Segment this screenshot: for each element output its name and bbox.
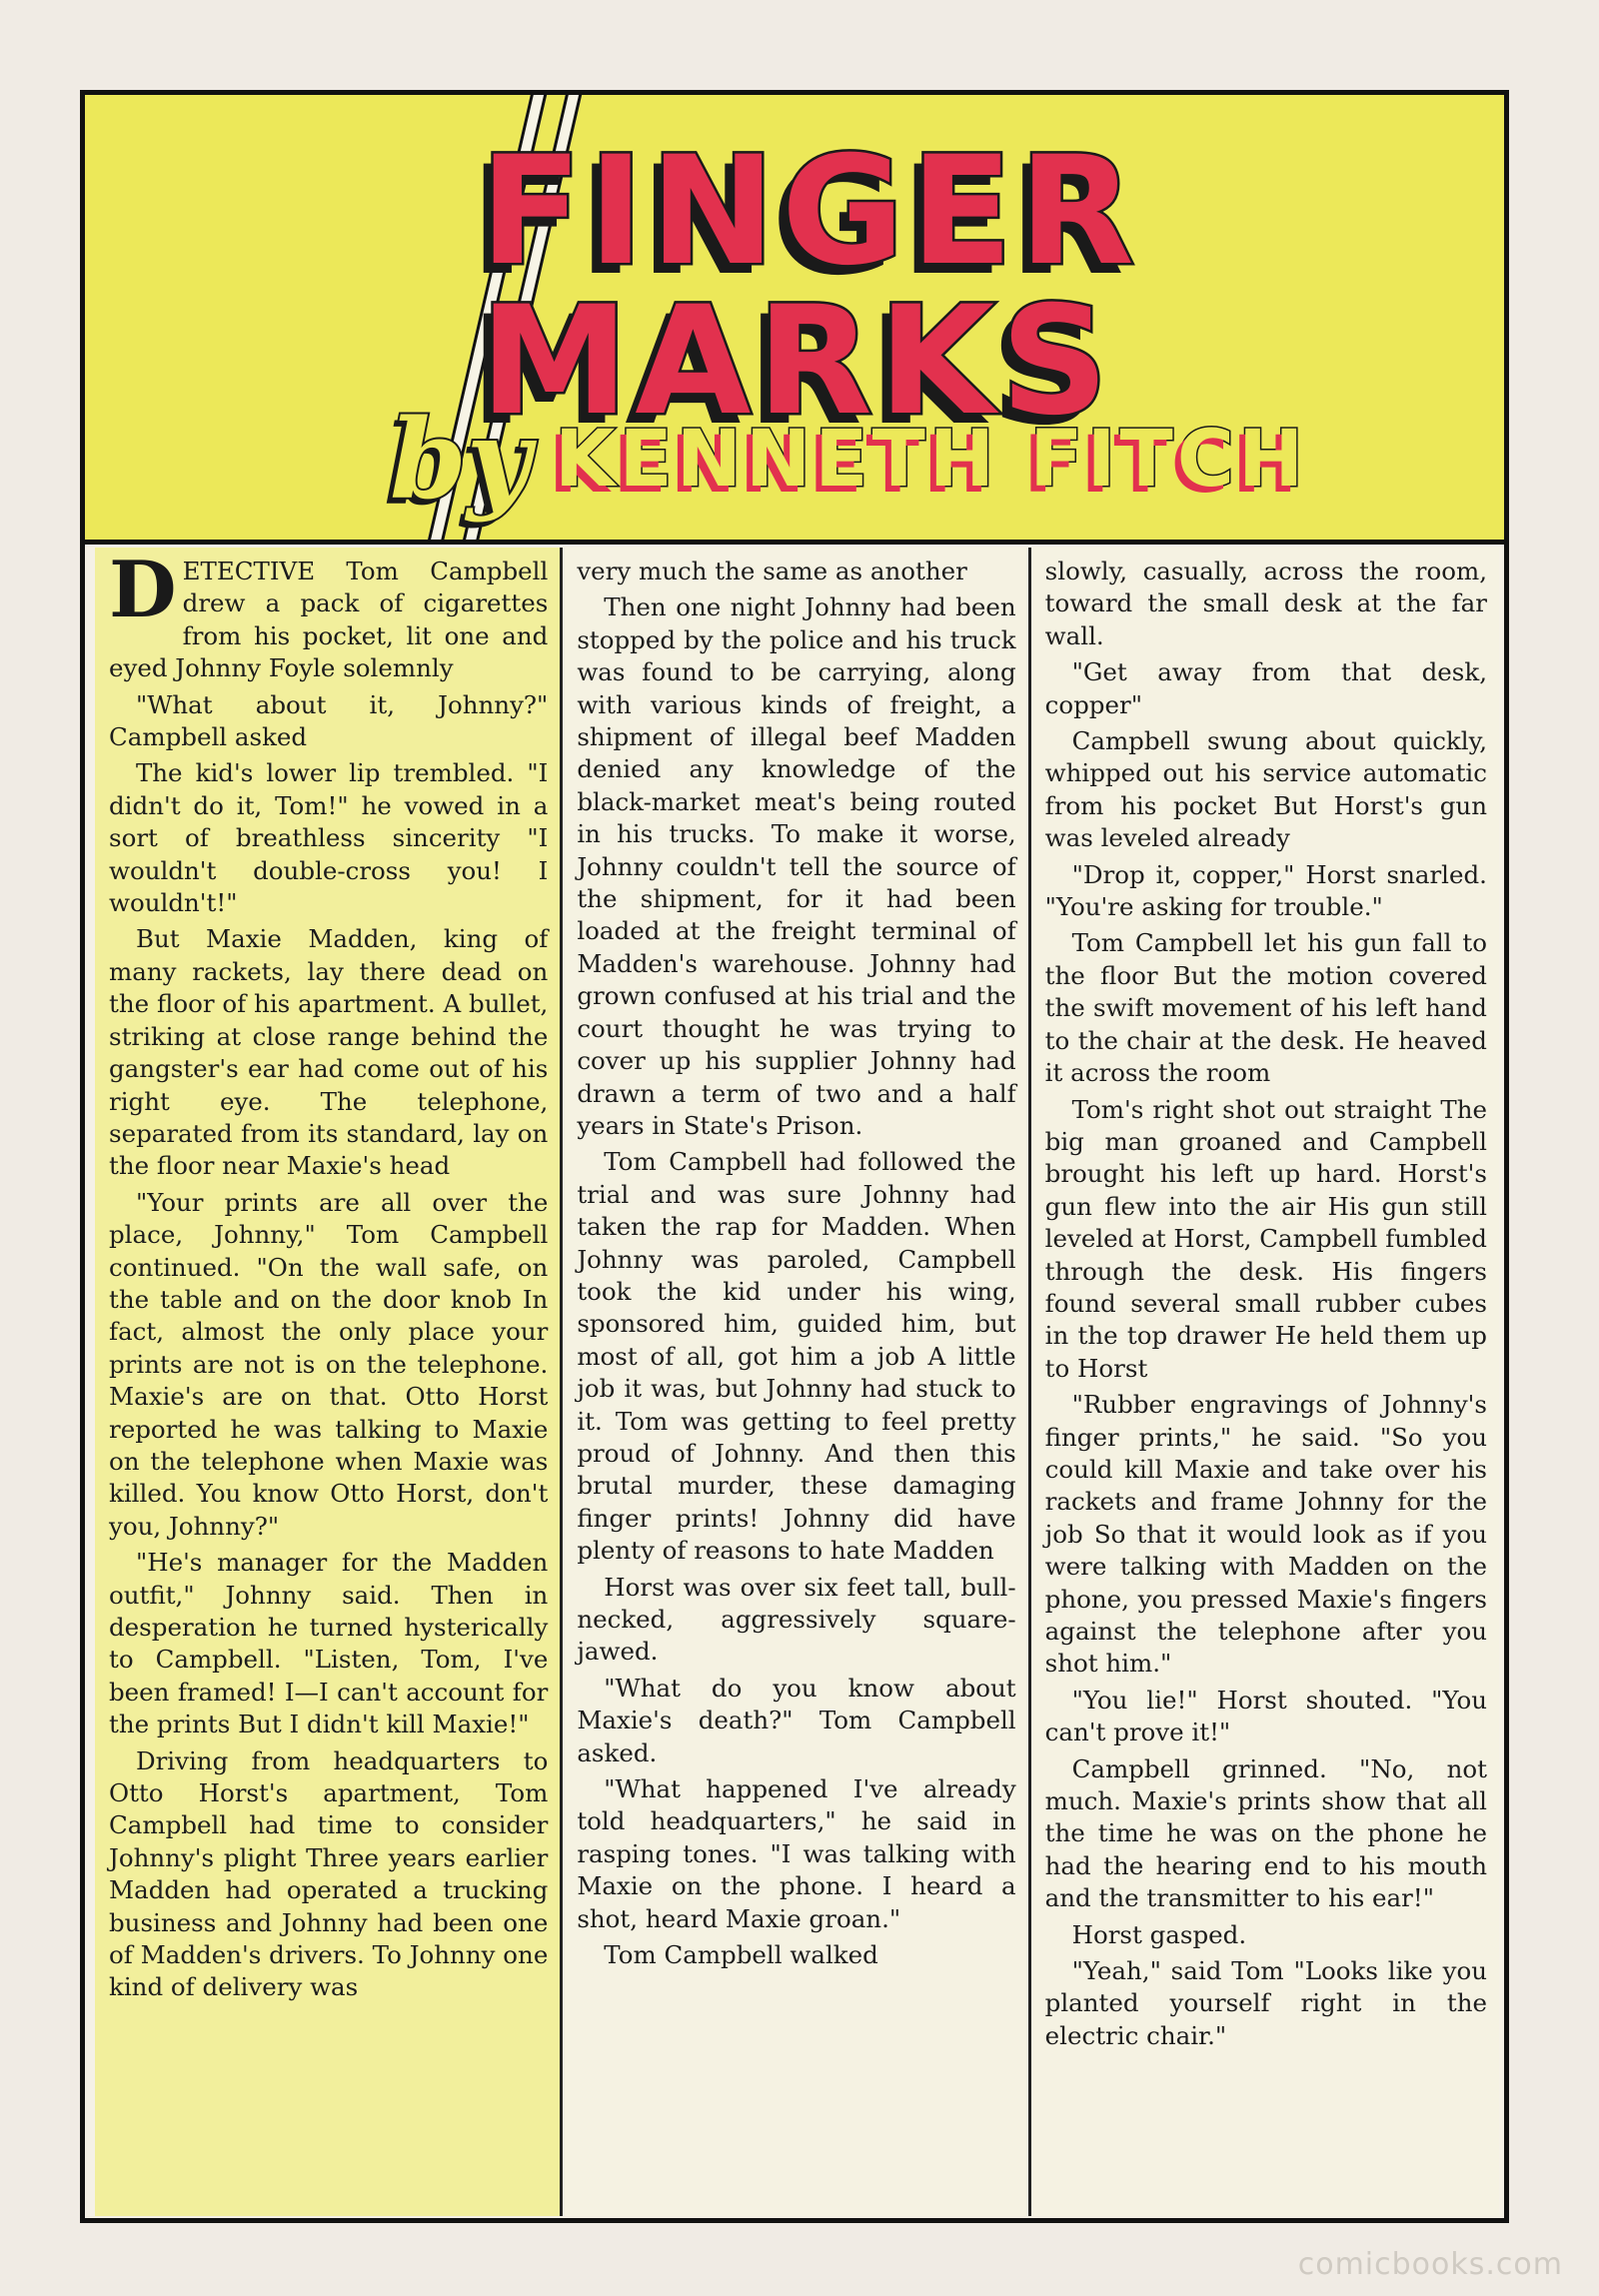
story-paragraph: "Rubber engravings of Johnny's finger prints," he said. "So you could kill Maxie and take over his rackets and frame Johnny for the job So that it would look as if you were talking with Madden on the phone, you pressed Maxie's fingers against the telephone after you shot him." <box>1044 1390 1487 1679</box>
story-title-line1: FINGER <box>480 125 1140 299</box>
story-paragraph: Tom's right shot out straight The big man groaned and Campbell brought his left up hard. Horst's gun flew into the air His gun still leveled at Horst, Campbell fumbled through the desk. His fingers found several small rubber cubes in the top drawer He held them up to Horst <box>1044 1094 1487 1383</box>
story-paragraph: "Yeah," said Tom "Looks like you planted yourself right in the electric chair." <box>1044 1956 1487 2050</box>
story-paragraph: Horst was over six feet tall, bull-necked, aggressively square-jawed. <box>577 1572 1016 1667</box>
story-paragraph: Then one night Johnny had been stopped by the police and his truck was found to be carrying, along with various kinds of freight, a shipment of illegal beef Madden denied any knowledge of the black-market meat's being routed in his trucks. To make it worse, Johnny couldn't tell the source of the shipment, for it had been loaded at the freight terminal of Madden's warehouse. Johnny had grown confused at his trial and the court thought he was trying to cover up his supplier Johnny had drawn a term of two and a half years in State's Prison. <box>577 592 1016 1140</box>
story-paragraph: The kid's lower lip trembled. "I didn't do it, Tom!" he vowed in a sort of breathless sincerity "I wouldn't double-cross you! I wouldn't!" <box>109 758 549 918</box>
story-paragraph: "You lie!" Horst shouted. "You can't prove it!" <box>1044 1685 1487 1747</box>
story-column-3 <box>1031 548 1499 2216</box>
story-paragraph: Campbell swung about quickly, whipped out his service automatic from his pocket But Horst's gun was leveled already <box>1044 726 1487 853</box>
story-paragraph: "Your prints are all over the place, Johnny," Tom Campbell continued. "On the wall safe, on the table and on the door knob In fact, almost the only place your prints are not is on the telephone. Maxie's are on that. Otto Horst reported he was talking to Maxie on the telephone when Maxie was killed. You know Otto Horst, don't you, Johnny?" <box>109 1187 549 1541</box>
story-text-area <box>95 548 1499 2216</box>
story-column-2 <box>563 548 1030 2216</box>
story-paragraph: Tom Campbell walked <box>604 1940 878 1970</box>
story-paragraph: Tom Campbell let his gun fall to the floor But the motion covered the swift movement of his left hand to the chair at the desk. He heaved it across the room <box>1044 928 1487 1088</box>
story-paragraph: Tom Campbell had followed the trial and was sure Johnny had taken the rap for Madden. When Johnny was paroled, Campbell took the kid under his wing, sponsored him, guided him, but most of all, got him a job A little job it was, but Johnny had stuck to it. Tom was getting to feel pretty proud of Johnny. And then this brutal murder, these damaging finger prints! Johnny did have plenty of reasons to hate Madden <box>577 1147 1016 1566</box>
story-column-1 <box>95 548 563 2216</box>
story-paragraph: "What do you know about Maxie's death?" Tom Campbell asked. <box>577 1673 1016 1767</box>
story-paragraph: Driving from headquarters to Otto Horst's apartment, Tom Campbell had time to consider Johnny's plight Three years earlier Madden had operated a trucking business and Johnny had been one of Madden's drivers. To Johnny one kind of delivery was <box>109 1745 549 2002</box>
author-name: KENNETH FITCH <box>555 415 1308 505</box>
story-paragraph: "What about it, Johnny?" Campbell asked <box>109 689 549 752</box>
story-paragraph: But Maxie Madden, king of many rackets, lay there dead on the floor of his apartment. A bullet, striking at close range behind the gangster's ear had come out of his right eye. The telephone, separated from its standard, lay on the floor near Maxie's head <box>109 924 549 1181</box>
byline-by: by <box>390 395 531 524</box>
story-paragraph: very much the same as another <box>577 557 967 585</box>
story-paragraph: Campbell grinned. "No, not much. Maxie's prints show that all the time he was on the phone he had the hearing end to his mouth and the transmitter to his ear!" <box>1044 1753 1487 1913</box>
drop-cap: D <box>109 548 177 635</box>
story-paragraph: "He's manager for the Madden outfit," Johnny said. Then in desperation he turned hysterically to Campbell. "Listen, Tom, I've been framed! I—I can't account for the prints But I didn't kill Maxie!" <box>109 1548 549 1739</box>
story-title-line2: MARKS <box>480 275 1115 449</box>
story-paragraph: DETECTIVE Tom Campbell drew a pack of cigarettes from his pocket, lit one and eyed Johnny Foyle solemnly <box>109 548 549 683</box>
title-panel <box>85 95 1504 545</box>
story-paragraph: "What happened I've already told headquarters," he said in rasping tones. "I was talking with Maxie on the phone. I heard a shot, heard Maxie groan." <box>577 1774 1016 1933</box>
site-watermark: comicbooks.com <box>1297 2247 1563 2282</box>
story-paragraph: slowly, casually, across the room, toward the small desk at the far wall. <box>1044 557 1487 650</box>
story-paragraph: "Get away from that desk, copper" <box>1044 657 1487 719</box>
story-paragraph: Horst gasped. <box>1071 1919 1247 1949</box>
story-paragraph: "Drop it, copper," Horst snarled. "You're asking for trouble." <box>1044 859 1487 922</box>
